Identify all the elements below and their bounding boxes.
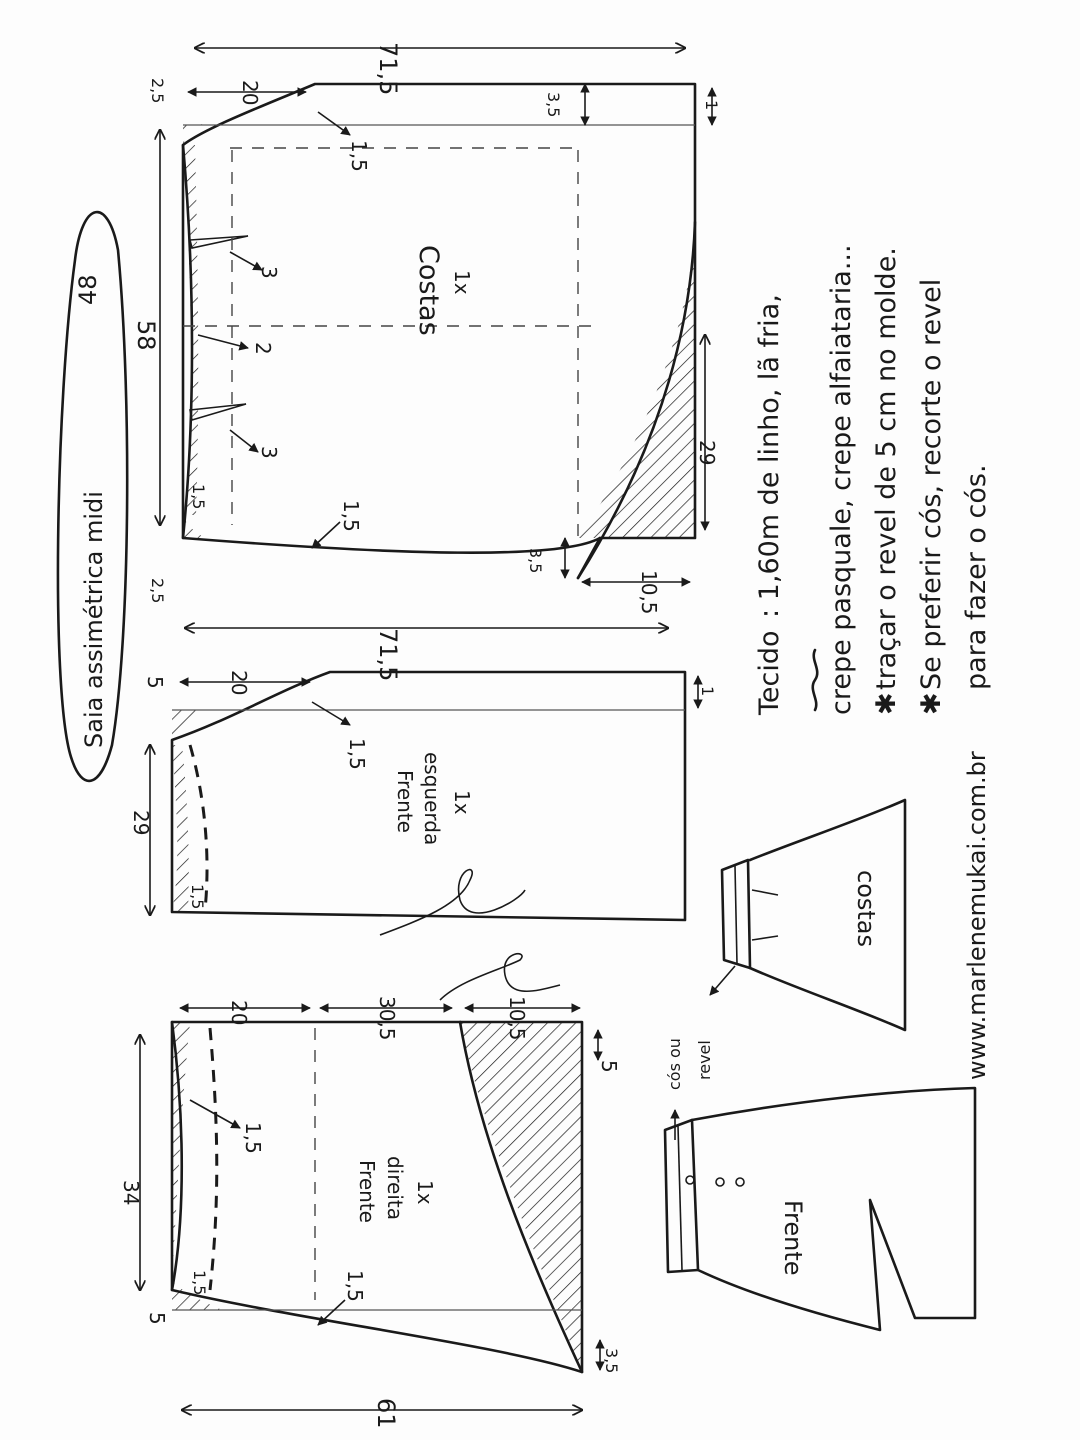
front-left-length-total: 71,5 <box>374 628 402 682</box>
back-curve-left: 1,5 <box>347 140 371 172</box>
back-length-total: 71,5 <box>374 42 402 96</box>
signature <box>380 870 560 1000</box>
back-hem-drop-right: 3,5 <box>526 548 545 574</box>
back-hip-depth: 20 <box>238 80 262 106</box>
front-right-curve-mid: 1,5 <box>343 1270 367 1302</box>
back-hem-section: 29 <box>695 440 719 466</box>
front-left-curve: 1,5 <box>345 738 369 770</box>
front-right-hem-small: 3,5 <box>602 1348 621 1374</box>
pattern-title: Saia assimétrica midi <box>80 491 108 748</box>
notes-line-2: crepe pasquale, crepe alfaiataria... <box>826 244 857 715</box>
size-label: 48 <box>74 274 102 305</box>
back-sketch-label: costas <box>852 870 880 948</box>
back-hem-offset-right: 10,5 <box>637 570 661 615</box>
back-hem-drop-left: 3,5 <box>544 92 563 118</box>
back-dart-1-label: 3 <box>257 266 281 279</box>
front-right-piece-name: Frente <box>355 1160 379 1223</box>
front-right-curve-top: 1,5 <box>241 1122 265 1154</box>
front-right-piece-count: 1x <box>413 1180 437 1205</box>
front-left-hem-offset: 1 <box>698 686 717 697</box>
notes-line-3: traçar o revel de 5 cm no molde. <box>871 247 902 690</box>
back-dart-center-label: 2 <box>251 342 275 355</box>
front-left-piece <box>129 628 717 920</box>
front-left-waist-rise: 5 <box>143 676 167 689</box>
back-hem-offset-left: 1 <box>702 100 721 111</box>
front-right-hatch-hem <box>460 1022 582 1372</box>
front-left-hip-depth: 20 <box>227 670 251 696</box>
front-left-piece-name: Frente <box>393 770 417 833</box>
front-right-length-total: 61 <box>372 1398 400 1429</box>
front-right-seg1: 20 <box>227 1000 251 1026</box>
waistband-label: cós ou <box>665 1038 684 1090</box>
waistband-label-2: revel <box>695 1040 714 1080</box>
front-left-hatch-waist <box>172 745 189 912</box>
back-hatch-waist <box>183 145 198 515</box>
back-dart-2 <box>190 404 246 420</box>
back-hatch-hem <box>578 225 695 538</box>
title-block <box>58 212 127 781</box>
back-waist-small: 1,5 <box>189 484 208 510</box>
back-piece <box>132 42 721 615</box>
front-right-piece <box>119 996 621 1429</box>
front-right-waist-small: 1,5 <box>190 1270 209 1296</box>
front-right-waist-width: 34 <box>119 1180 143 1206</box>
front-sketch-label: Frente <box>779 1200 807 1276</box>
front-right-waist-rise-right: 5 <box>597 1060 621 1073</box>
back-curve-right: 1,5 <box>339 500 363 532</box>
front-right-piece-name2: direita <box>383 1156 407 1220</box>
front-left-hatch-top <box>172 710 205 745</box>
front-right-waist-rise-left: 5 <box>145 1312 169 1325</box>
back-hatch-bottom <box>183 515 205 538</box>
back-waist-width: 58 <box>132 320 160 351</box>
front-left-waist-width: 29 <box>129 810 153 836</box>
front-right-seg3: 10,5 <box>505 996 529 1041</box>
fabric-label: Tecido <box>754 630 785 715</box>
back-waist-rise-right: 2,5 <box>148 578 167 604</box>
front-right-facing-line <box>210 1028 217 1290</box>
website-url: www.marlenemukai.com.br <box>963 751 991 1080</box>
back-waist-rise-left: 2,5 <box>148 78 167 104</box>
bullet-1: ✱ <box>871 692 902 715</box>
back-piece-name: Costas <box>413 245 444 336</box>
notes-line-1: : 1,60m de linho, lã fria, <box>754 294 785 618</box>
front-left-piece-name2: esquerda <box>420 752 444 846</box>
notes-line-4: Se preferir cós, recorte o revel <box>916 278 947 690</box>
front-left-piece-count: 1x <box>450 790 474 815</box>
front-sketch <box>665 1038 975 1330</box>
bullet-2: ✱ <box>916 692 947 715</box>
front-right-seg2: 30,5 <box>375 996 399 1041</box>
notes-line-5: para fazer o cós. <box>961 464 992 690</box>
front-left-waist-small: 1,5 <box>188 884 207 910</box>
notes-block <box>754 244 992 716</box>
back-sketch <box>710 800 905 1030</box>
back-dart-2-label: 3 <box>257 446 281 459</box>
back-piece-count: 1x <box>450 270 474 295</box>
back-dart-1 <box>190 236 248 248</box>
